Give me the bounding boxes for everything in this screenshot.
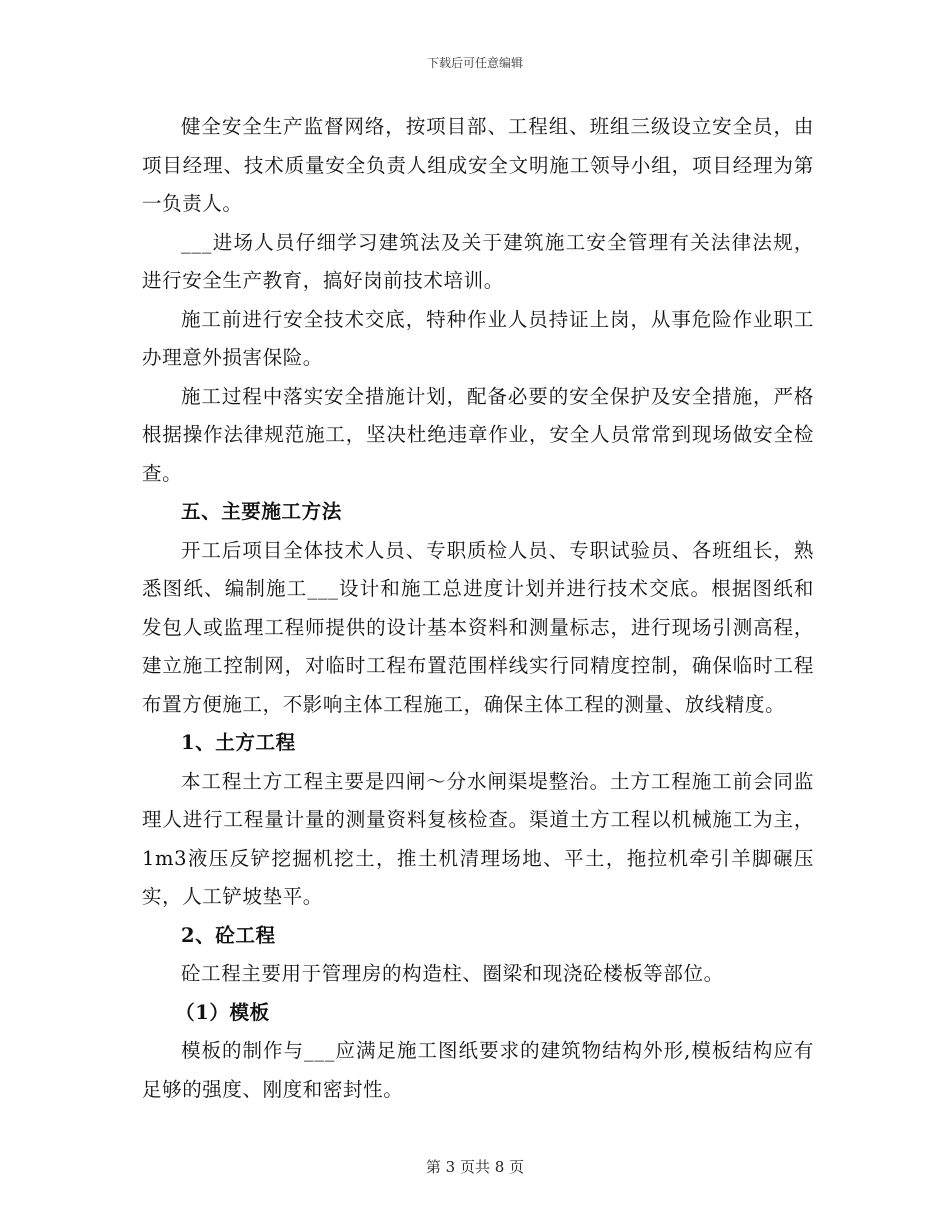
heading-earthwork: 1、土方工程 (181, 731, 296, 754)
paragraph-training: ___进场人员仔细学习建筑法及关于建筑施工安全管理有关法律法规，进行安全生产教育，搞好岗前技术培训。 (142, 230, 814, 292)
paragraph-concrete: 砼工程主要用于管理房的构造柱、圈梁和现浇砼楼板等部位。 (181, 962, 724, 985)
document-body (142, 108, 814, 1109)
page-footer: 第 3 页共 8 页 (425, 1158, 525, 1176)
heading-concrete: 2、砼工程 (181, 923, 276, 947)
heading-formwork: （1）模板 (175, 1000, 270, 1024)
page-header: 下载后可任意编辑 (426, 56, 523, 70)
paragraph-technical-briefing: 施工前进行安全技术交底，特种作业人员持证上岗，从事危险作业职工办理意外损害保险。 (142, 307, 814, 369)
heading-construction-methods: 五、主要施工方法 (181, 500, 342, 523)
paragraph-safety-measures: 施工过程中落实安全措施计划，配备必要的安全保护及安全措施，严格根据操作法律规范施工，坚决杜绝违章作业，安全人员常常到现场做安全检查。 (142, 384, 814, 485)
paragraph-construction-prep: 开工后项目全体技术人员、专职质检人员、专职试验员、各班组长，熟悉图纸、编制施工___设计和施工总进度计划并进行技术交底。根据图纸和发包人或监理工程师提供的设计基本资料和测量标志，进行现场引测高程，建立施工控制网，对临时工程布置范围样线实行同精度控制，确保临时工程布置方便施工，不影响主体工程施工，确保主体工程的测量、放线精度。 (142, 538, 814, 716)
paragraph-safety-network: 健全安全生产监督网络，按项目部、工程组、班组三级设立安全员，由项目经理、技术质量安全负责人组成安全文明施工领导小组，项目经理为第一负责人。 (142, 115, 814, 215)
paragraph-earthwork: 本工程土方工程主要是四闸～分水闸渠堤整治。土方工程施工前会同监理人进行工程量计量的测量资料复核检查。渠道土方工程以机械施工为主，1m3液压反铲挖掘机挖土，推土机清理场地、平土，拖拉机牵引羊脚碾压实，人工铲坡垫平。 (142, 769, 814, 908)
paragraph-formwork: 模板的制作与___应满足施工图纸要求的建筑物结构外形,模板结构应有足够的强度、刚度和密封性。 (142, 1039, 814, 1101)
